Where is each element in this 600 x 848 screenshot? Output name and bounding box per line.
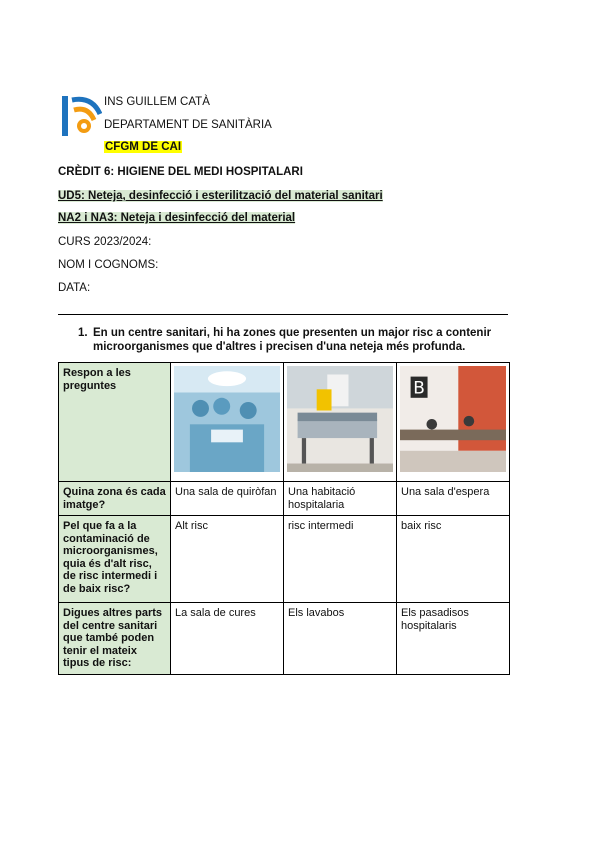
table-cell: La sala de cures (171, 603, 284, 675)
table-cell: risc intermedi (284, 516, 397, 603)
image-cell (284, 363, 397, 482)
school-name: INS GUILLEM CATÀ (104, 96, 210, 108)
table-row (59, 363, 510, 482)
risk-table (58, 362, 510, 675)
table-cell: Una sala de quiròfan (171, 482, 284, 516)
row-label: Quina zona és cada imatge? (59, 482, 171, 516)
table-cell: Els pasadisos hospitalaris (397, 603, 510, 675)
department-name: DEPARTAMENT DE SANITÀRIA (104, 119, 272, 131)
image-cell (171, 363, 284, 482)
table-row (59, 482, 510, 516)
question-number: 1. (78, 327, 88, 339)
name-field: NOM I COGNOMS: (58, 259, 159, 271)
image-cell (397, 363, 510, 482)
row-label: Digues altres parts del centre sanitari que també poden tenir el mateix tipus de risc: (59, 603, 171, 675)
table-row (59, 516, 510, 603)
waiting-room-image (400, 366, 506, 472)
table-cell: Alt risc (171, 516, 284, 603)
question-1 (78, 326, 508, 354)
school-logo (62, 94, 102, 138)
row-label: Pel que fa a la contaminació de microorganismes, quia és d'alt risc, de risc intermedi i de baix risc? (59, 516, 171, 603)
row-label: Respon a les preguntes (59, 363, 171, 482)
table-cell: Una sala d'espera (397, 482, 510, 516)
course-name: CFGM DE CAI (105, 141, 182, 153)
table-cell: Una habitació hospitalaria (284, 482, 397, 516)
date-field: DATA: (58, 282, 91, 294)
table-cell: baix risc (397, 516, 510, 603)
divider (58, 314, 508, 315)
year-field: CURS 2023/2024: (58, 236, 152, 248)
svg-text:B: B (413, 377, 425, 398)
credit-title: CRÈDIT 6: HIGIENE DEL MEDI HOSPITALARI (58, 166, 303, 178)
question-text: En un centre sanitari, hi ha zones que presenten un major risc a contenir microorganismes que d'altres i precisen d'una neteja més profunda. (93, 327, 492, 353)
operating-room-image (174, 366, 280, 472)
table-row (59, 603, 510, 675)
unit-title: UD5: Neteja, desinfecció i esterilització del material sanitari (58, 190, 383, 202)
table-cell: Els lavabos (284, 603, 397, 675)
hospital-room-image (287, 366, 393, 472)
na-title: NA2 i NA3: Neteja i desinfecció del material (58, 212, 296, 224)
